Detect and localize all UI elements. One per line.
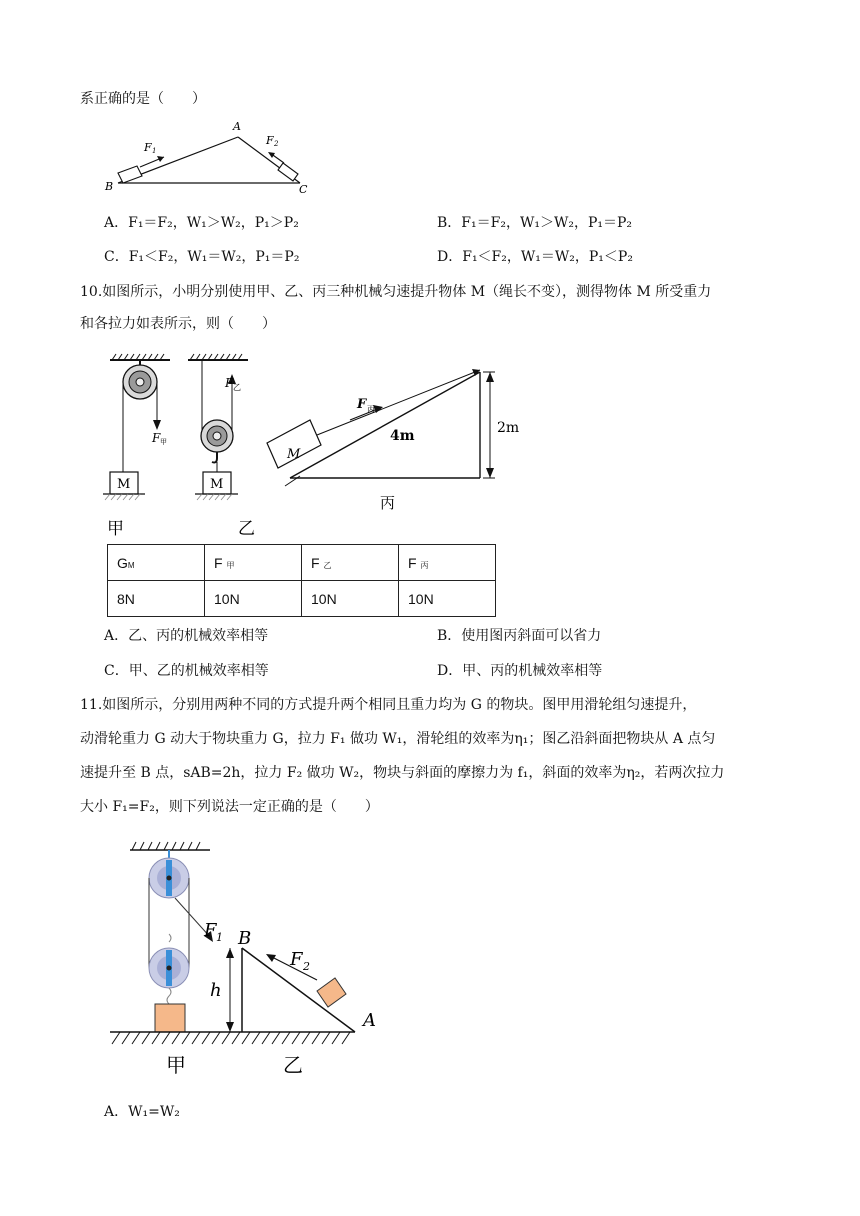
- q10-option-b[interactable]: B．使用图丙斜面可以省力: [437, 628, 602, 644]
- q11-label-A: A: [363, 1010, 376, 1031]
- table-header-cell: F 甲: [205, 545, 302, 581]
- table-cell: 10N: [302, 581, 399, 617]
- q10-option-c[interactable]: C．甲、乙的机械效率相等: [104, 663, 269, 679]
- table-row-values: [108, 581, 496, 617]
- q10-label-bing: 丙: [380, 494, 396, 512]
- q11-stem-line4: 大小 F₁=F₂，则下列说法一定正确的是（ ）: [80, 799, 379, 815]
- q10-data-table: [107, 544, 496, 617]
- q9-option-d[interactable]: D．F₁＜F₂，W₁＝W₂，P₁＜P₂: [437, 249, 633, 265]
- q10-F-yi-sub: 乙: [233, 383, 241, 392]
- q11-F1-sub: 1: [216, 931, 223, 944]
- q11-label-h: h: [210, 980, 222, 1001]
- table-cell: 10N: [399, 581, 496, 617]
- q11-stem-line2: 动滑轮重力 G 动大于物块重力 G，拉力 F₁ 做功 W₁，滑轮组的效率为η₁；图乙沿斜面把物块从 A 点匀: [80, 731, 716, 747]
- q9-incline-figure: [100, 115, 320, 200]
- q10-F-jia-label: F: [152, 431, 161, 445]
- q10-yi-M-label: M: [210, 477, 224, 492]
- table-row-header: [108, 545, 496, 581]
- table-cell: 10N: [205, 581, 302, 617]
- q11-stem-line1: 11.如图所示，分别用两种不同的方式提升两个相同且重力均为 G 的物块。图甲用滑轮组匀速提升，: [80, 697, 697, 713]
- q10-label-yi: 乙: [238, 519, 255, 539]
- q10-option-a[interactable]: A．乙、丙的机械效率相等: [104, 628, 269, 644]
- q9-label-B: B: [105, 180, 114, 193]
- q10-bing-M-label: M: [287, 447, 301, 462]
- q9-label-F2: F: [266, 134, 274, 147]
- q10-label-jia: 甲: [107, 519, 124, 539]
- q10-machines-figure: [95, 350, 525, 542]
- q10-option-d[interactable]: D．甲、丙的机械效率相等: [437, 663, 603, 679]
- q9-option-c[interactable]: C．F₁＜F₂，W₁＝W₂，P₁＝P₂: [104, 249, 300, 265]
- q10-F-bing-sub: 丙: [367, 405, 375, 414]
- q11-label-B: B: [238, 928, 252, 949]
- q9-label-A: A: [233, 120, 241, 133]
- q9-label-C: C: [299, 183, 308, 196]
- q10-stem-line1: 10.如图所示，小明分别使用甲、乙、丙三种机械匀速提升物体 M（绳长不变），测得物体 M 所受重力: [80, 284, 712, 300]
- q11-F2-sub: 2: [303, 960, 310, 973]
- q11-label-yi: 乙: [283, 1053, 303, 1077]
- q9-label-F1-sub: 1: [152, 147, 157, 155]
- q11-F2-label: F: [290, 949, 303, 970]
- table-header-cell: F 乙: [302, 545, 399, 581]
- q11-F1-label: F: [204, 920, 217, 941]
- q10-length-label: 4m: [390, 428, 415, 444]
- q11-pulley-incline-figure: [100, 830, 400, 1082]
- q9-label-F1: F: [144, 141, 152, 154]
- q10-F-bing-label: F: [357, 397, 367, 412]
- q10-jia-M-label: M: [117, 477, 131, 492]
- q10-height-label: 2m: [497, 420, 520, 436]
- q9-label-F2-sub: 2: [274, 140, 279, 148]
- table-cell: 8N: [108, 581, 205, 617]
- q10-stem-line2: 和各拉力如表所示，则（ ）: [80, 316, 276, 332]
- q10-F-jia-sub: 甲: [160, 438, 167, 446]
- table-header-cell: GM: [108, 545, 205, 581]
- q9-option-a[interactable]: A．F₁＝F₂，W₁＞W₂，P₁＞P₂: [104, 215, 299, 231]
- table-header-cell: F 丙: [399, 545, 496, 581]
- q9-stem-tail: 系正确的是（ ）: [80, 91, 206, 107]
- q11-label-jia: 甲: [166, 1053, 186, 1077]
- q10-F-yi-label: F: [225, 376, 234, 390]
- q11-option-a[interactable]: A．W₁=W₂: [104, 1104, 180, 1120]
- q11-stem-line3: 速提升至 B 点，sAB=2h，拉力 F₂ 做功 W₂，物块与斜面的摩擦力为 f₁，斜面的效率为η₂，若两次拉力: [80, 765, 725, 781]
- q9-option-b[interactable]: B．F₁＝F₂，W₁＞W₂，P₁＝P₂: [437, 215, 633, 231]
